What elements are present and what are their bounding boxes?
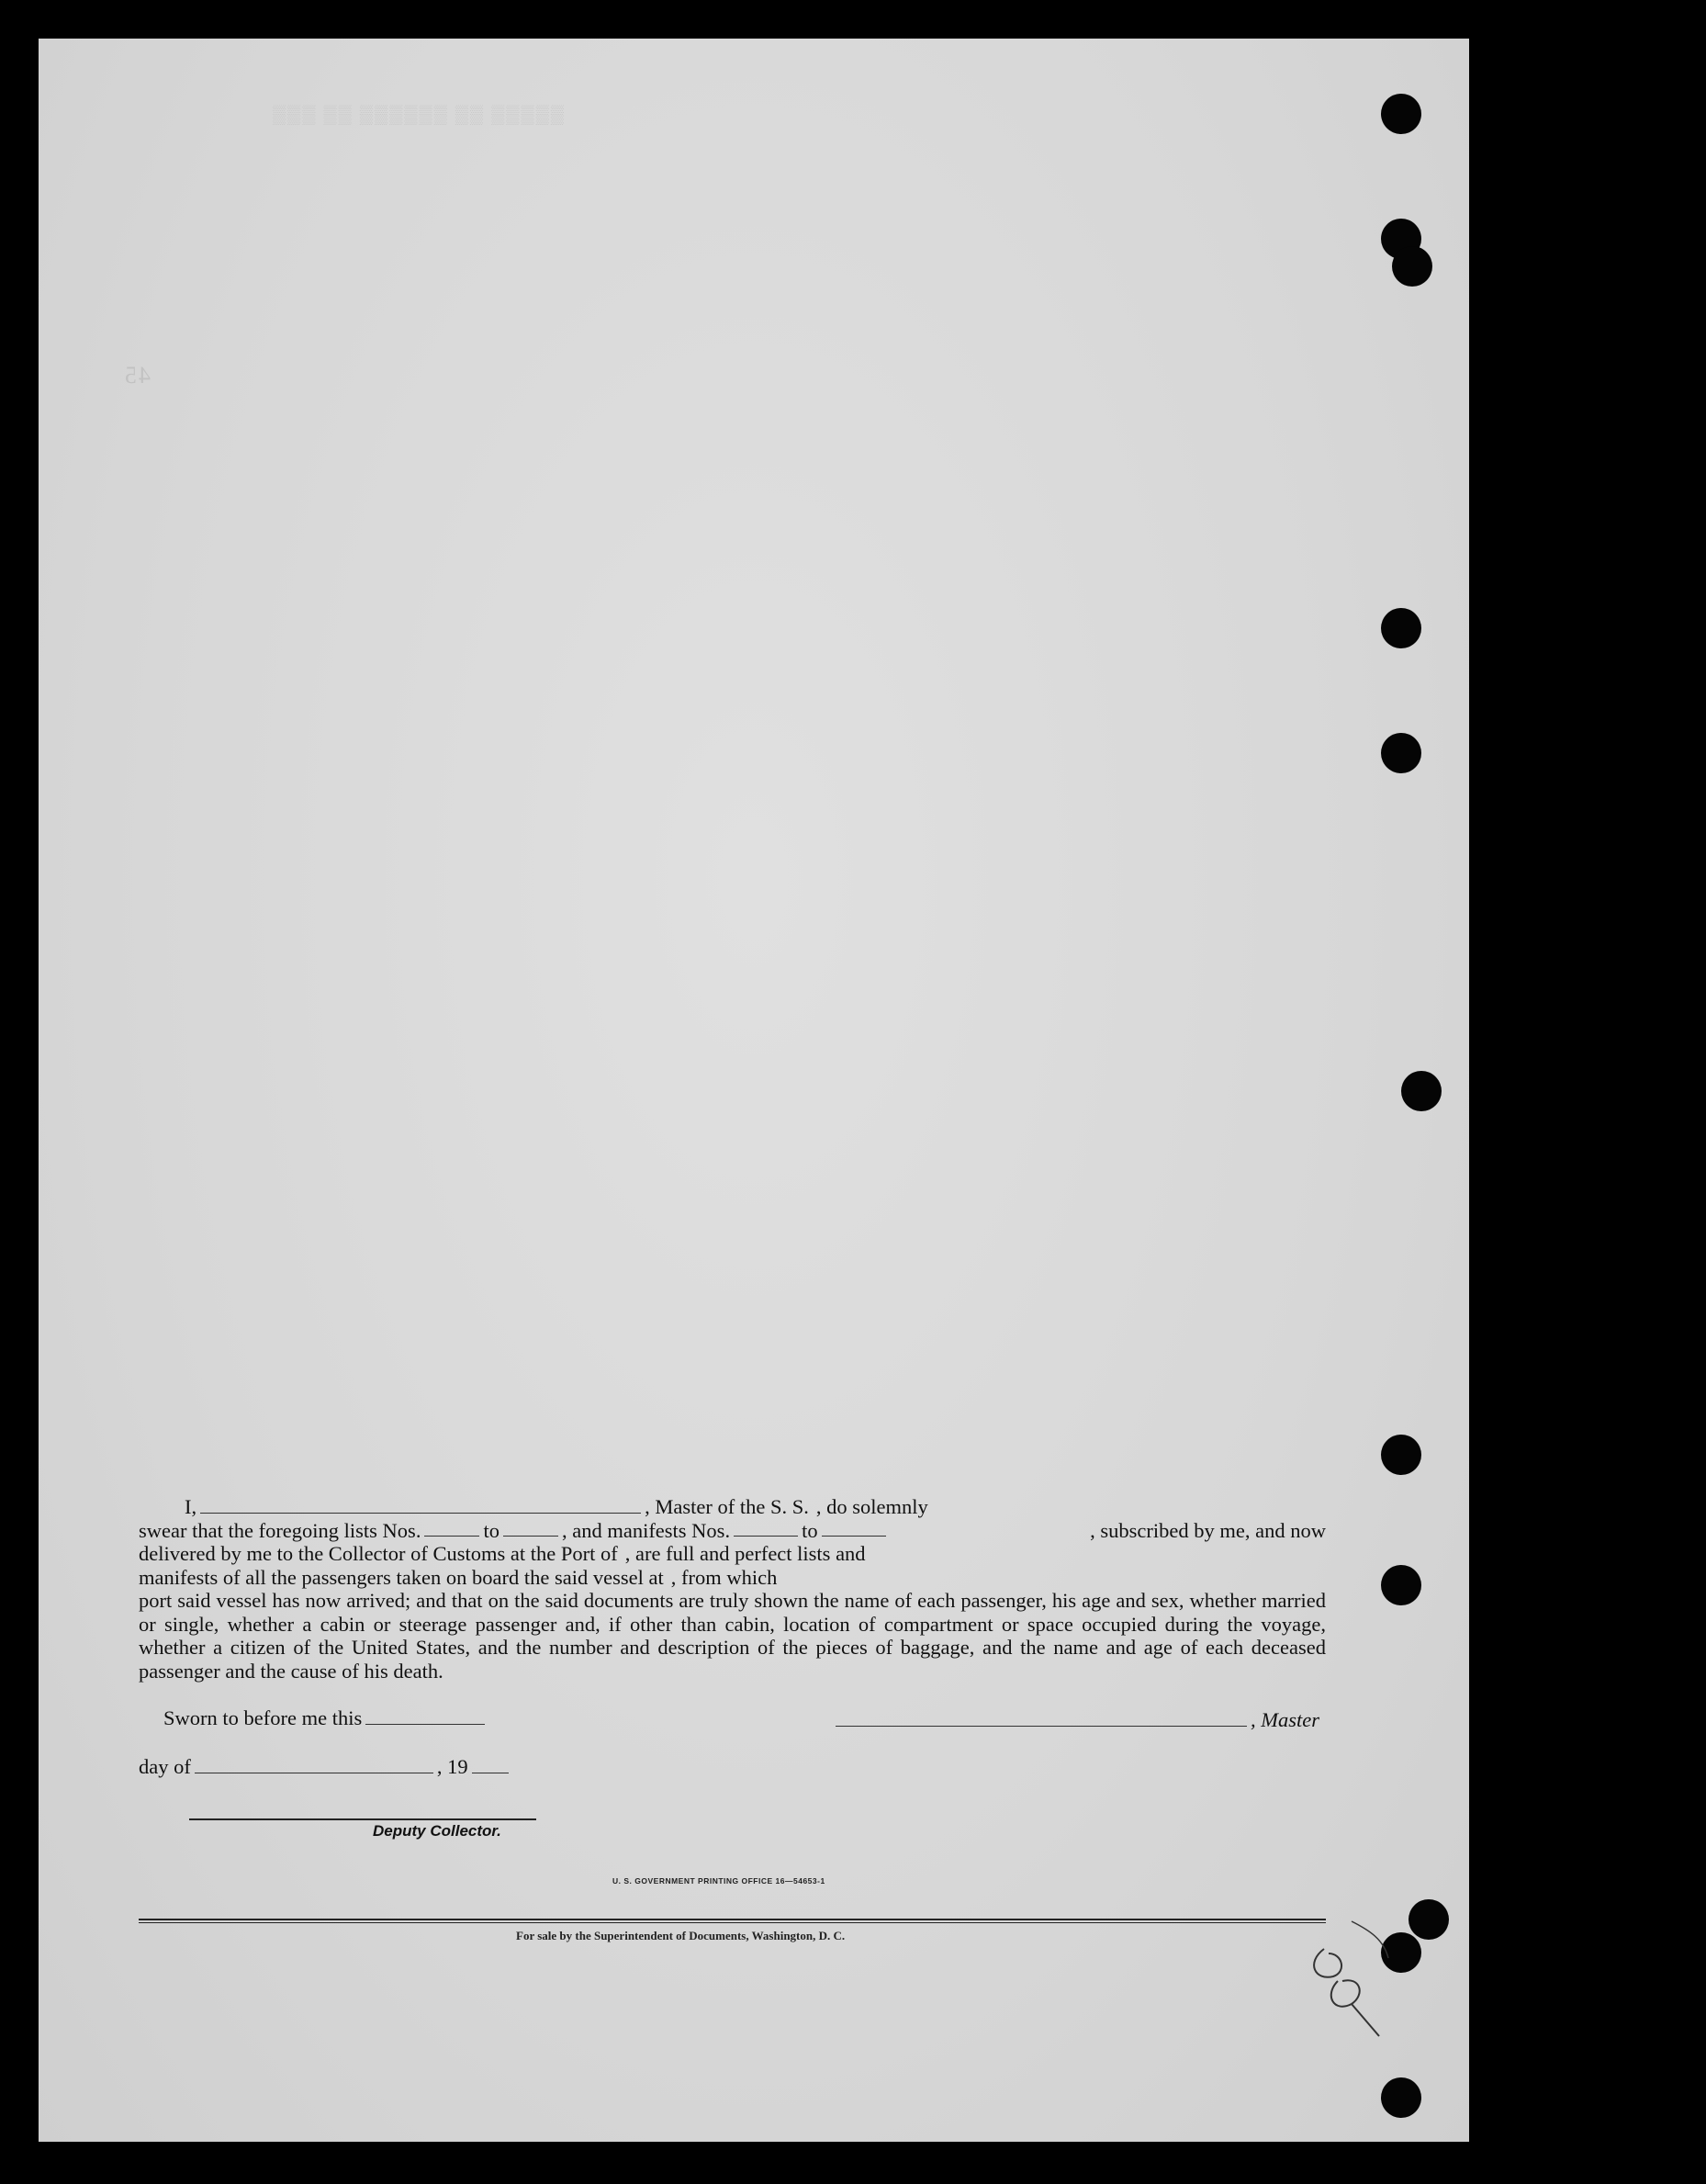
binder-hole (1392, 246, 1432, 287)
binder-hole (1381, 1435, 1421, 1475)
day-of-row (139, 1755, 512, 1779)
binder-hole (1381, 1565, 1421, 1605)
binder-hole (1381, 608, 1421, 648)
sworn-date-blank[interactable] (365, 1724, 485, 1725)
oath-text: to (483, 1518, 499, 1542)
manifest-from-blank[interactable] (734, 1536, 798, 1537)
binder-hole (1409, 1899, 1449, 1940)
master-signature-row (832, 1708, 1319, 1732)
gpo-imprint: U. S. GOVERNMENT PRINTING OFFICE 16—54653-1 (612, 1876, 825, 1886)
day-of-label: day of (139, 1755, 191, 1778)
sale-notice: For sale by the Superintendent of Documents, Washington, D. C. (516, 1929, 846, 1942)
oath-text: I, (185, 1495, 197, 1518)
oath-text: , subscribed by me, and now (1090, 1518, 1326, 1542)
binder-hole (1381, 2077, 1421, 2118)
master-label: , Master (1251, 1708, 1319, 1731)
oath-line-2 (139, 1519, 1326, 1543)
deputy-signature-line[interactable] (189, 1818, 536, 1820)
oath-text: swear that the foregoing lists Nos. (139, 1518, 421, 1542)
sworn-label: Sworn to before me this (163, 1706, 363, 1729)
oath-body: port said vessel has now arrived; and that on the said documents are truly shown the name of each passenger, his age and sex, whether married or single, whether a cabin or steerage passenger and, if other than cabin, location of compartment or space occupied during the voyage, whether a citizen of the United States, and the number and description of the pieces of baggage, and the name and age of each deceased passenger and the cause of his death. (139, 1589, 1326, 1683)
sworn-row (163, 1706, 488, 1730)
oath-text: manifests of all the passengers taken on board the said vessel at (139, 1565, 664, 1589)
list-from-blank[interactable] (424, 1536, 479, 1537)
footer-rule (139, 1922, 1326, 1923)
oath-text: , are full and perfect lists and (624, 1542, 866, 1565)
master-name-blank[interactable] (200, 1513, 641, 1514)
oath-text: , do solemnly (815, 1495, 928, 1518)
oath-line-1 (139, 1495, 1326, 1519)
binder-hole (1401, 1071, 1442, 1111)
footer-rule (139, 1919, 1326, 1920)
deputy-collector-label: Deputy Collector. (373, 1822, 501, 1840)
master-signature-blank[interactable] (836, 1726, 1247, 1727)
oath-text: , and manifests Nos. (561, 1518, 731, 1542)
oath-text: , from which (670, 1565, 778, 1589)
oath-text: , Master of the S. S. (645, 1495, 809, 1518)
oath-line-4 (139, 1566, 1326, 1590)
list-to-blank[interactable] (503, 1536, 558, 1537)
year-prefix-label: , 19 (436, 1755, 468, 1778)
handwritten-mark (1296, 1912, 1397, 2041)
binder-hole (1381, 94, 1421, 134)
binder-hole (1381, 733, 1421, 773)
oath-text: to (802, 1518, 818, 1542)
oath-paragraph (139, 1495, 1326, 1683)
manifest-to-blank[interactable] (822, 1536, 886, 1537)
bleed-through-header: ▒▒▒ ▒▒ ▒▒▒▒▒▒ ▒▒ ▒▒▒▒▒ (273, 105, 567, 125)
bleed-through-mark: 45 (123, 362, 151, 388)
form-page (39, 39, 1469, 2142)
oath-text: delivered by me to the Collector of Customs at the Port of (139, 1542, 618, 1565)
oath-line-3 (139, 1542, 1326, 1566)
